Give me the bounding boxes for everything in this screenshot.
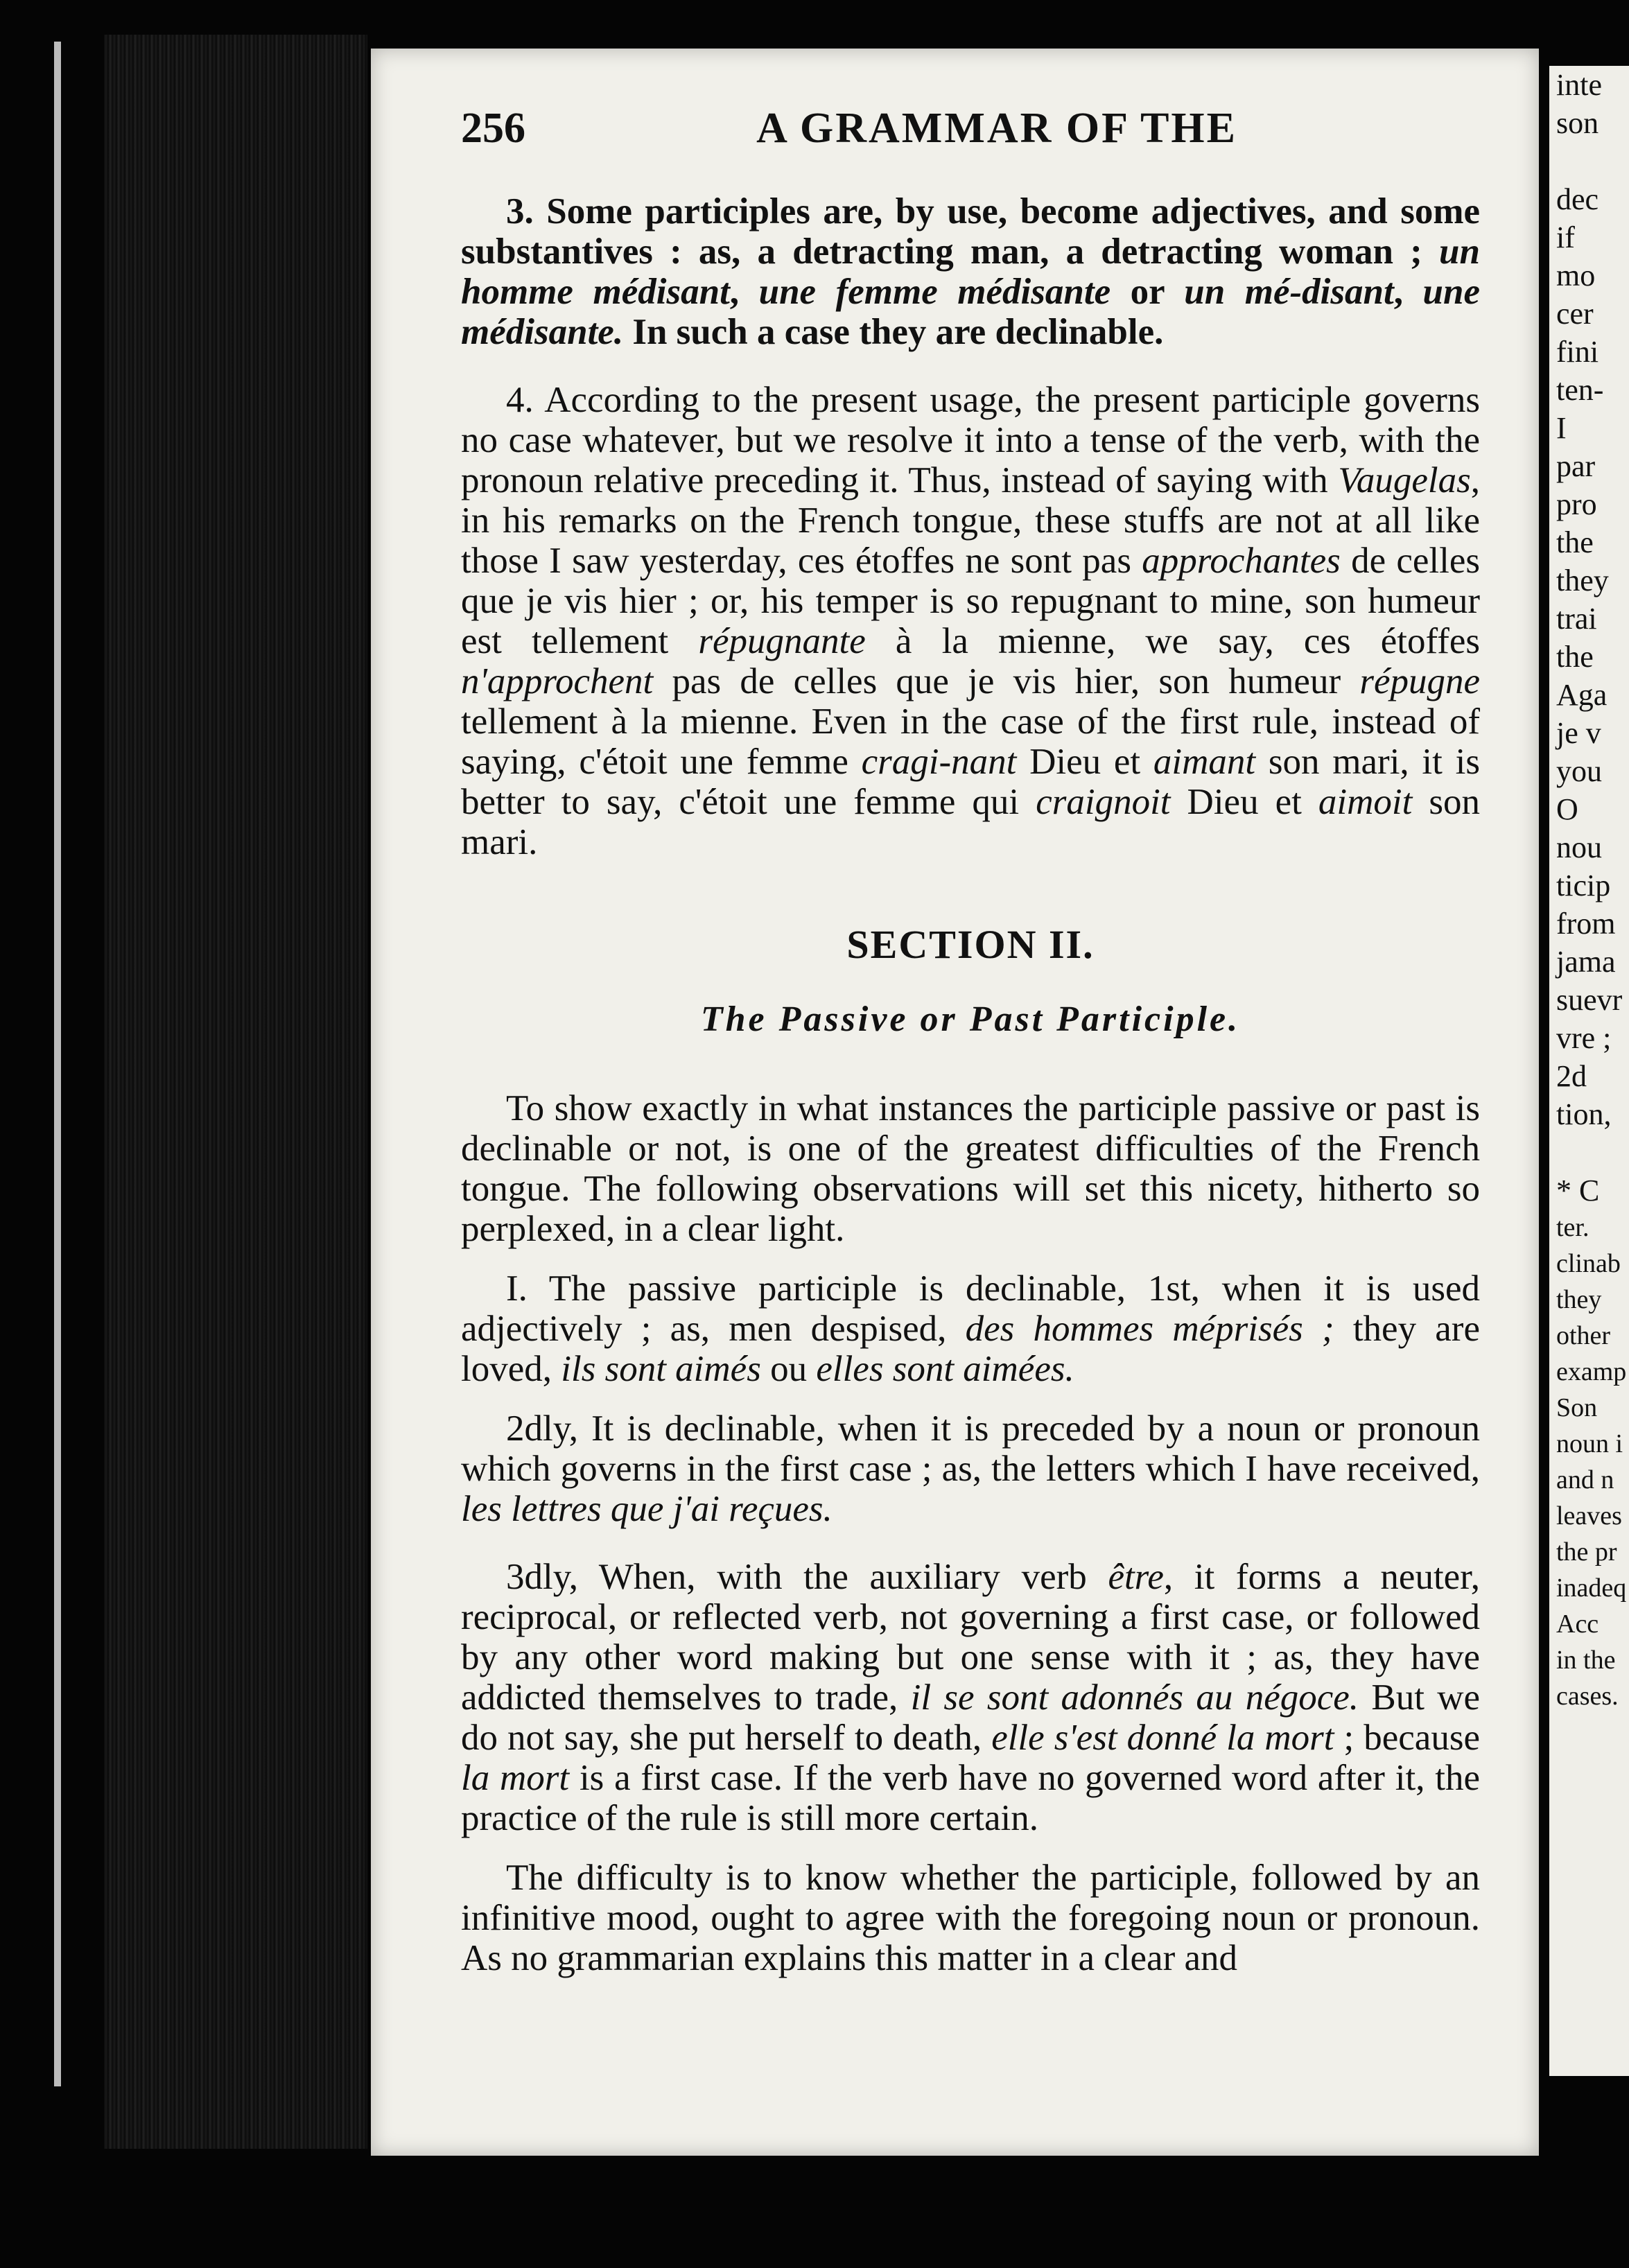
text-run: I. The passive participle is declinable, 1st, when it is used adjectively ; as, men despised, [461, 1268, 1480, 1349]
facing-page-line: the [1556, 525, 1594, 559]
facing-page-line: they [1556, 1285, 1602, 1314]
running-head [461, 104, 1480, 153]
italic-text-run: aimant [1153, 742, 1256, 782]
facing-page-line: cases. [1556, 1682, 1619, 1711]
facing-page-line: je v [1556, 716, 1601, 750]
italic-text-run: elles sont aimées. [816, 1349, 1074, 1389]
text-run: tellement à la mienne. Even in the case of the first rule, instead of saying, c'étoit une femme [461, 701, 1480, 782]
book-page [371, 49, 1539, 2156]
facing-page-line: suevr [1556, 983, 1623, 1017]
facing-page-line: if [1556, 220, 1575, 254]
italic-text-run: craignoit [1036, 782, 1171, 822]
facing-page-line: inte [1556, 68, 1602, 102]
facing-page-line: jama [1556, 945, 1616, 979]
text-run: son mari. [461, 782, 1480, 862]
text-run: The difficulty is to know whether the participle, followed by an infinitive mood, ought to agree with the foregoing noun or pronoun. As no grammarian explains this matter in a clear and [461, 1858, 1480, 1978]
book-edge-highlight [54, 42, 61, 2086]
italic-text-run: ils sont aimés [561, 1349, 761, 1389]
facing-page-line: other [1556, 1321, 1611, 1350]
facing-page-line: pro [1556, 487, 1597, 521]
text-run: In such a case they are declinable. [623, 312, 1164, 352]
section-subtitle: The Passive or Past Participle. [700, 1000, 1241, 1039]
facing-page-line: trai [1556, 602, 1597, 636]
italic-text-run: elle s'est donné la mort [991, 1718, 1334, 1758]
text-run: But we do not say, she put herself to death, [461, 1677, 1481, 1758]
facing-page-line: they [1556, 564, 1609, 597]
facing-page-line: ter. [1556, 1213, 1589, 1242]
italic-text-run: aimoit [1318, 782, 1413, 822]
italic-text-run: un homme médisant [461, 232, 1480, 312]
text-run: , [1393, 272, 1423, 312]
italic-text-run: une femme médisante [758, 272, 1111, 312]
text-run: de celles que je vis hier ; or, his temper is so repugnant to mine, son humeur est tellement [461, 541, 1481, 661]
text-run: or [1110, 272, 1185, 312]
facing-page-line: cer [1556, 297, 1594, 331]
facing-page-line: I [1556, 411, 1567, 445]
section-heading: SECTION II. [846, 922, 1095, 967]
facing-page-line: * C [1556, 1174, 1600, 1207]
italic-text-run: n'approchent [461, 661, 654, 701]
facing-page-line: clinab [1556, 1249, 1621, 1278]
facing-page-line: ten- [1556, 373, 1604, 407]
facing-page-line: inadeq [1556, 1573, 1627, 1603]
text-run: , in his remarks on the French tongue, these stuffs are not at all like those I saw yesterday, ces étoffes ne sont pas [461, 460, 1480, 581]
facing-page-line: tion, [1556, 1097, 1612, 1131]
italic-text-run: être [1108, 1557, 1164, 1597]
facing-page-line: examp [1556, 1357, 1627, 1386]
facing-page-fragment [1549, 66, 1629, 2076]
text-run: they are loved, [461, 1309, 1480, 1389]
text-run: 3dly, When, with the auxiliary verb [506, 1557, 1108, 1597]
italic-text-run: des hommes méprisés ; [965, 1309, 1334, 1349]
text-run: 2dly, It is declinable, when it is preceded by a noun or pronoun which governs in the first case ; as, the letters which I have received, [461, 1408, 1480, 1489]
text-run: Dieu et [1170, 782, 1318, 822]
paragraph-rule-2dly [461, 1408, 1480, 1529]
text-run: is a first case. If the verb have no governed word after it, the practice of the rule is still more certain. [461, 1758, 1480, 1838]
italic-text-run: Vaugelas [1338, 460, 1471, 500]
text-run: son mari, it is better to say, c'étoit une femme qui [461, 742, 1480, 822]
book-fore-edge [104, 35, 367, 2149]
text-run: ou [760, 1349, 817, 1389]
facing-page-line: from [1556, 907, 1616, 941]
facing-page-line: Acc [1556, 1610, 1599, 1639]
italic-text-run: la mort [461, 1758, 570, 1798]
facing-page-line: 2d [1556, 1059, 1587, 1093]
italic-text-run: répugne [1359, 661, 1480, 701]
paragraph-difficulty [461, 1858, 1480, 1978]
text-run: 3. Some participles are, by use, become adjectives, and some substantives : as, a detracting man, a detracting woman ; [461, 191, 1480, 272]
italic-text-run: une médisante. [461, 272, 1481, 352]
italic-text-run: un mé-disant [1184, 272, 1394, 312]
paragraph-rule-4 [461, 380, 1480, 862]
facing-page-line: the pr [1556, 1537, 1617, 1567]
facing-page-line: noun i [1556, 1429, 1623, 1458]
facing-page-line: ticip [1556, 869, 1611, 902]
paragraph-intro [461, 1088, 1480, 1249]
italic-text-run: cragi-nant [861, 742, 1017, 782]
facing-page-line: O [1556, 792, 1578, 826]
paragraph-rule-3 [461, 191, 1480, 352]
text-run: ; because [1334, 1718, 1480, 1758]
text-run: Dieu et [1016, 742, 1153, 782]
text-run: To show exactly in what instances the participle passive or past is declinable or not, is one of the greatest difficulties of the French tongue. The following observations will set this nicety, hitherto so perplexed, in a clear light. [461, 1088, 1480, 1249]
facing-page-line: vre ; [1556, 1021, 1612, 1055]
paragraph-rule-3dly [461, 1557, 1480, 1838]
facing-page-line: Aga [1556, 678, 1608, 712]
italic-text-run: les lettres que j'ai reçues. [461, 1489, 833, 1529]
facing-page-line: dec [1556, 182, 1599, 216]
italic-text-run: répugnante [698, 621, 866, 661]
facing-page-line: and n [1556, 1465, 1614, 1494]
text-run: , [729, 272, 759, 312]
facing-page-line: the [1556, 640, 1594, 674]
facing-page-line [1549, 142, 1629, 180]
facing-page-line: you [1556, 754, 1602, 788]
facing-page-line: leaves [1556, 1501, 1622, 1530]
facing-page-line: par [1556, 449, 1596, 483]
facing-page-line: son [1556, 106, 1599, 140]
facing-page-line: Son [1556, 1393, 1598, 1422]
page-number: 256 [461, 105, 525, 152]
paragraph-rule-I-1st [461, 1268, 1480, 1389]
page-content [461, 104, 1480, 1998]
facing-page-line: in the [1556, 1646, 1616, 1675]
italic-text-run: approchantes [1142, 541, 1341, 581]
text-run: , it forms a neuter, reciprocal, or reflected verb, not governing a first case, or followed by any other word making but one sense with it ; as, they have addicted themselves to trade, [461, 1557, 1480, 1718]
facing-page-line [1549, 1133, 1629, 1171]
facing-page-line: mo [1556, 259, 1596, 293]
text-run: à la mienne, we say, ces étoffes [865, 621, 1480, 661]
facing-page-line: fini [1556, 335, 1599, 369]
italic-text-run: il se sont adonnés au négoce. [910, 1677, 1359, 1718]
running-title: A GRAMMAR OF THE [756, 105, 1237, 152]
text-run: pas de celles que je vis hier, son humeur [653, 661, 1360, 701]
facing-page-line: nou [1556, 830, 1602, 864]
text-run: 4. According to the present usage, the present participle governs no case whatever, but we resolve it into a tense of the verb, with the pronoun relative preceding it. Thus, instead of saying with [461, 380, 1480, 500]
